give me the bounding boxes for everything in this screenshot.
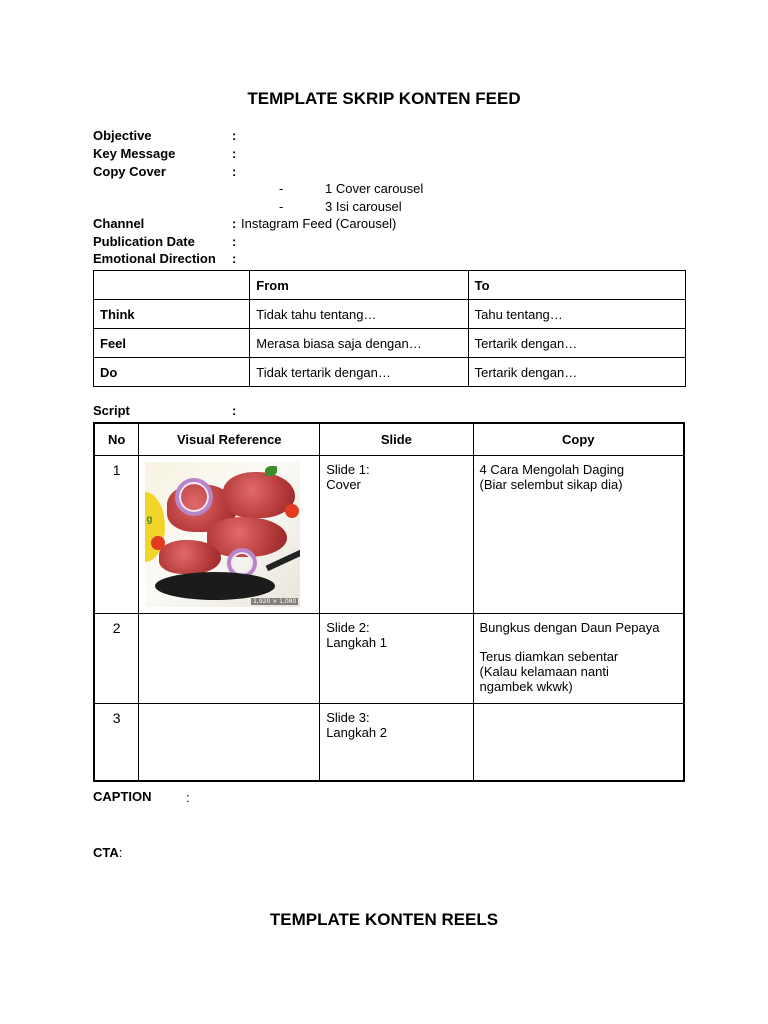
copy-line: 4 Cara Mengolah Daging [479, 462, 625, 477]
row-number: 1 [94, 456, 139, 614]
caption-label: CAPTION [93, 789, 152, 804]
emotional-direction-table [93, 270, 686, 387]
image-size-badge: 1,920 × 1,080 [253, 598, 297, 605]
table-header-row [94, 271, 686, 300]
cell-to: Tahu tentang… [468, 300, 685, 329]
channel-label: Channel [93, 216, 145, 231]
copy-line: ngambek wkwk) [479, 679, 573, 694]
visual-reference-cell [139, 704, 320, 781]
slide-name: Langkah 2 [326, 725, 387, 740]
header-visual-reference: Visual Reference [139, 423, 320, 456]
table-row [94, 614, 684, 704]
row-number: 2 [94, 614, 139, 704]
copy-cell [473, 614, 684, 704]
cta-field [93, 845, 122, 860]
cta-colon: : [118, 845, 123, 860]
emotional-direction-colon: : [232, 251, 237, 266]
slide-cell [320, 614, 473, 704]
table-row [94, 358, 686, 387]
slide-name: Cover [326, 477, 361, 492]
visual-reference-cell [139, 614, 320, 704]
slide-number: Slide 1: [326, 462, 370, 477]
slide-name: Langkah 1 [326, 635, 387, 650]
objective-colon: : [232, 128, 237, 143]
header-no: No [94, 423, 139, 456]
table-row [94, 300, 686, 329]
publication-date-colon: : [232, 234, 237, 249]
cell-to: Tertarik dengan… [468, 329, 685, 358]
script-table [93, 422, 685, 782]
copy-cover-label: Copy Cover [93, 164, 166, 179]
row-label-feel: Feel [94, 329, 250, 358]
key-message-colon: : [232, 146, 237, 161]
channel-colon: : [232, 216, 237, 231]
table-header-row [94, 423, 684, 456]
slide-number: Slide 3: [326, 710, 370, 725]
header-cell-from: From [250, 271, 468, 300]
visual-reference-cell [139, 456, 320, 614]
cta-label: CTA [93, 845, 119, 860]
script-label: Script [93, 403, 130, 418]
cell-from: Merasa biasa saja dengan… [250, 329, 468, 358]
header-slide: Slide [320, 423, 473, 456]
copy-line: (Biar selembut sikap dia) [479, 477, 623, 492]
slide-cell [320, 704, 473, 781]
meat-image [145, 462, 300, 607]
copy-cell [473, 456, 684, 614]
copy-cell [473, 704, 684, 781]
header-copy: Copy [473, 423, 684, 456]
cell-to: Tertarik dengan… [468, 358, 685, 387]
publication-date-label: Publication Date [93, 234, 195, 249]
header-cell-to: To [468, 271, 685, 300]
table-row [94, 456, 684, 614]
row-number: 3 [94, 704, 139, 781]
reels-template-title: TEMPLATE KONTEN REELS [269, 910, 499, 929]
header-cell-empty [94, 271, 250, 300]
cell-from: Tidak tertarik dengan… [250, 358, 468, 387]
bullet-cover-carousel: 1 Cover carousel [325, 181, 424, 196]
bullet-dash: - [279, 181, 284, 196]
copy-cover-colon: : [232, 164, 237, 179]
row-label-think: Think [94, 300, 250, 329]
objective-label: Objective [93, 128, 152, 143]
row-label-do: Do [94, 358, 250, 387]
table-row [94, 329, 686, 358]
bullet-isi-carousel: 3 Isi carousel [325, 199, 402, 214]
copy-line: Bungkus dengan Daun Pepaya [479, 620, 660, 635]
cell-from: Tidak tahu tentang… [250, 300, 468, 329]
copy-line: (Kalau kelamaan nanti [479, 664, 609, 679]
bullet-dash: - [279, 199, 284, 214]
channel-value: Instagram Feed (Carousel) [241, 216, 397, 231]
emotional-direction-label: Emotional Direction [93, 251, 216, 266]
caption-colon: : [186, 790, 190, 805]
slide-cell [320, 456, 473, 614]
script-colon: : [232, 403, 237, 418]
key-message-label: Key Message [93, 146, 176, 161]
copy-line: Terus diamkan sebentar [479, 649, 619, 664]
slide-number: Slide 2: [326, 620, 370, 635]
document-title: TEMPLATE SKRIP KONTEN FEED [247, 89, 521, 108]
image-letter: g [146, 514, 153, 525]
table-row [94, 704, 684, 781]
